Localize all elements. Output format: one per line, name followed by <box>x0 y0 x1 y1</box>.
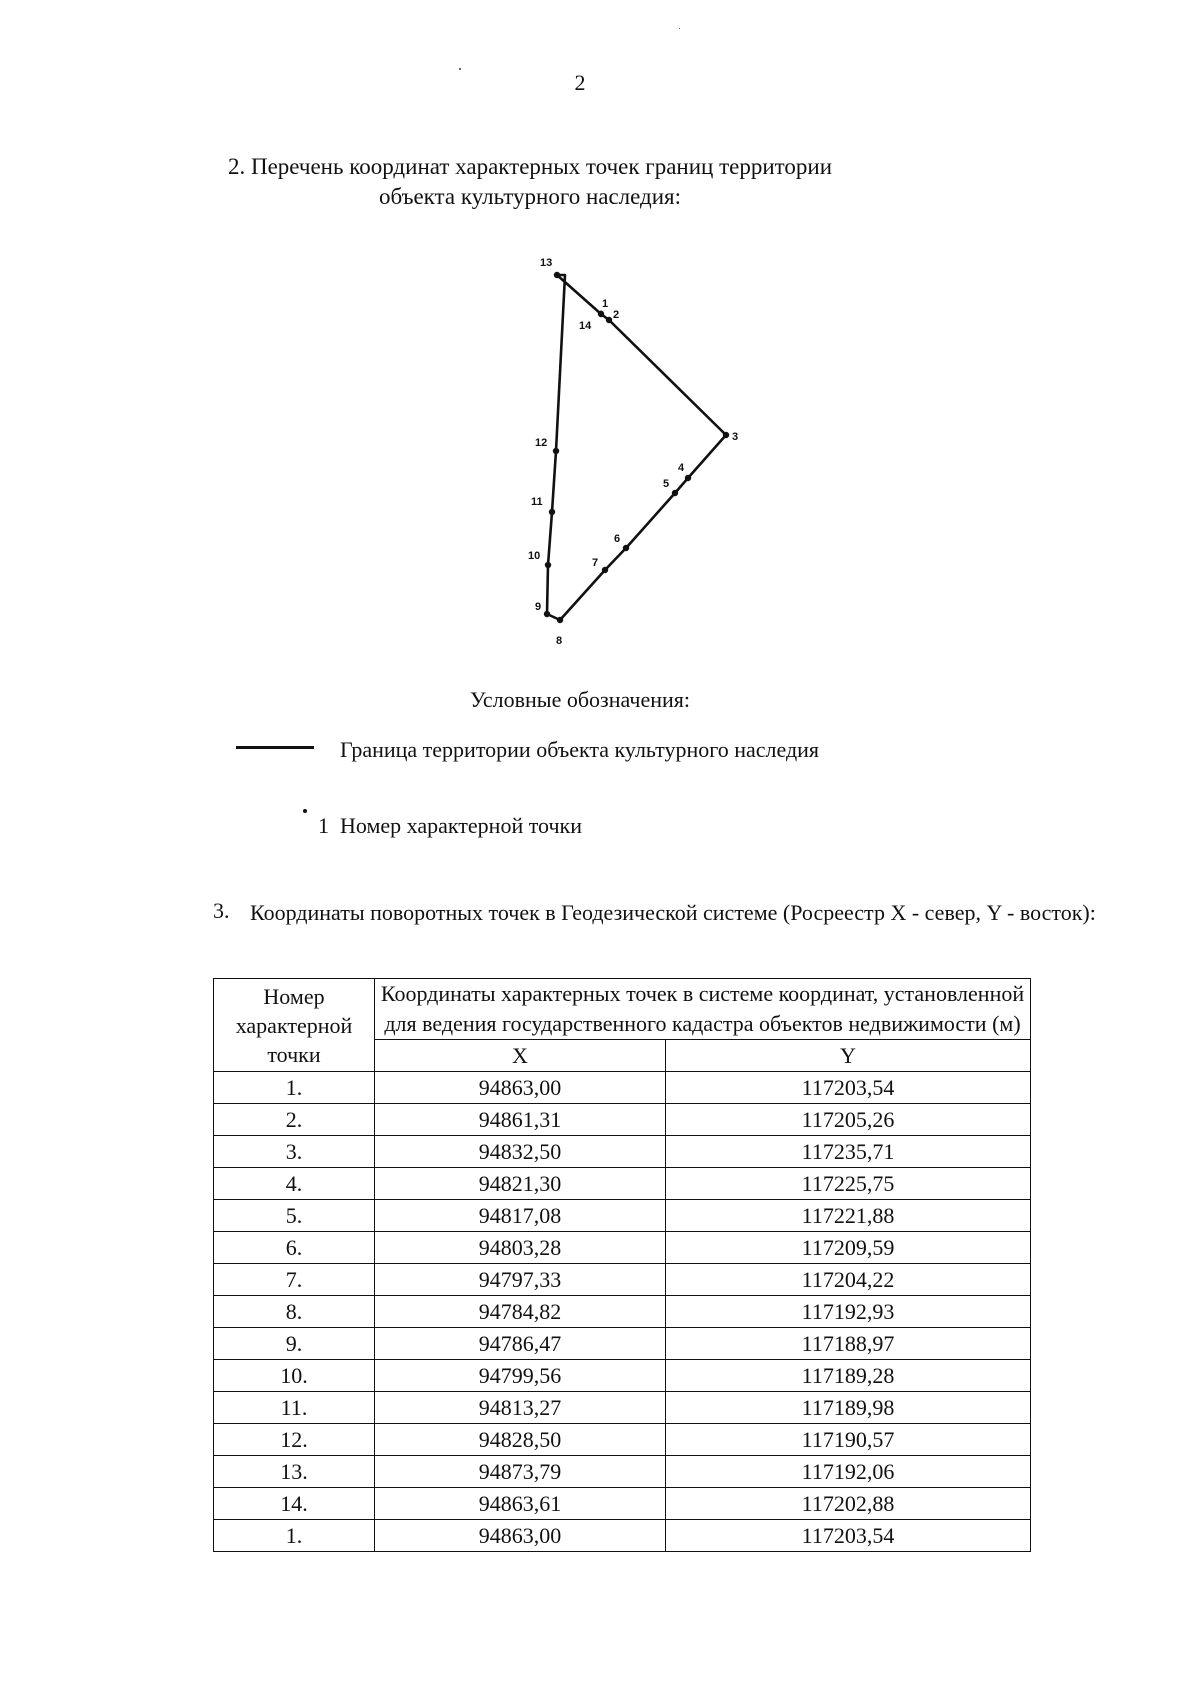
legend-title: Условные обозначения: <box>469 687 691 712</box>
legend-boundary-text: Граница территории объекта культурного наследия <box>340 737 820 762</box>
cell-y: 117192,06 <box>666 1456 1031 1488</box>
point-4-marker <box>685 475 691 481</box>
cell-point-number: 12. <box>214 1424 375 1456</box>
cell-y: 117192,93 <box>666 1296 1031 1328</box>
point-13-label: 13 <box>540 257 553 269</box>
table-row <box>214 1456 1031 1488</box>
point-8-label: 8 <box>556 635 563 647</box>
cell-y: 117203,54 <box>666 1072 1031 1104</box>
table-row <box>214 1264 1031 1296</box>
cell-y: 117189,98 <box>666 1392 1031 1424</box>
section-3-text: Координаты поворотных точек в Геодезической системе (Росреестр X - север, Y - восток): <box>250 900 1096 925</box>
cell-x: 94863,00 <box>375 1520 666 1552</box>
table-row <box>214 1232 1031 1264</box>
point-2-marker <box>606 317 612 323</box>
point-12-marker <box>553 448 559 454</box>
cell-x: 94813,27 <box>375 1392 666 1424</box>
cell-y: 117202,88 <box>666 1488 1031 1520</box>
point-3-marker <box>723 432 729 438</box>
section-3-number: 3. <box>213 898 230 923</box>
header-coordinates: Координаты характерных точек в системе координат, установленной для ведения государственного кадастра объектов недвижимости (м) <box>375 979 1031 1040</box>
cell-point-number: 13. <box>214 1456 375 1488</box>
table-row <box>214 1200 1031 1232</box>
point-9-marker <box>544 611 550 617</box>
point-7-marker <box>602 567 608 573</box>
cell-point-number: 4. <box>214 1168 375 1200</box>
table-row <box>214 1424 1031 1456</box>
point-9-label: 9 <box>535 601 542 613</box>
point-14-label: 14 <box>579 320 592 332</box>
point-14-marker <box>599 311 604 316</box>
cell-x: 94799,56 <box>375 1360 666 1392</box>
point-11-marker <box>549 509 555 515</box>
section-2-title-line-1: 2. Перечень координат характерных точек границ территории <box>227 154 833 179</box>
cell-point-number: 10. <box>214 1360 375 1392</box>
point-5-label: 5 <box>663 478 670 490</box>
table-row <box>214 1360 1031 1392</box>
cell-point-number: 1. <box>214 1520 375 1552</box>
cell-x: 94873,79 <box>375 1456 666 1488</box>
cell-y: 117190,57 <box>666 1424 1031 1456</box>
point-2-label: 2 <box>613 309 620 321</box>
boundary-line-symbol <box>236 746 314 749</box>
cell-point-number: 14. <box>214 1488 375 1520</box>
point-4-label: 4 <box>678 462 685 474</box>
table-row <box>214 1104 1031 1136</box>
point-10-marker <box>545 562 551 568</box>
cell-point-number: 1. <box>214 1072 375 1104</box>
point-8-marker <box>557 617 563 623</box>
point-12-label: 12 <box>535 437 548 449</box>
point-10-label: 10 <box>528 550 541 562</box>
table-row <box>214 1168 1031 1200</box>
cell-y: 117225,75 <box>666 1168 1031 1200</box>
coordinates-table <box>213 978 1031 1552</box>
cell-point-number: 9. <box>214 1328 375 1360</box>
cell-point-number: 6. <box>214 1232 375 1264</box>
cell-x: 94863,61 <box>375 1488 666 1520</box>
cell-point-number: 2. <box>214 1104 375 1136</box>
boundary-points <box>544 272 729 623</box>
table-row <box>214 1296 1031 1328</box>
coordinates-table-body <box>214 1072 1031 1552</box>
point-dot-symbol <box>303 809 307 813</box>
cell-y: 117235,71 <box>666 1136 1031 1168</box>
header-point-number: Номер характерной точки <box>214 979 375 1072</box>
cell-y: 117221,88 <box>666 1200 1031 1232</box>
cell-x: 94784,82 <box>375 1296 666 1328</box>
table-row <box>214 1392 1031 1424</box>
cell-y: 117204,22 <box>666 1264 1031 1296</box>
boundary-polygon <box>547 275 726 620</box>
table-row <box>214 1520 1031 1552</box>
section-2-title-line-2: объекта культурного наследия: <box>378 184 682 209</box>
cell-point-number: 11. <box>214 1392 375 1424</box>
table-row <box>214 1072 1031 1104</box>
cell-y: 117209,59 <box>666 1232 1031 1264</box>
point-7-label: 7 <box>592 557 599 569</box>
header-y: Y <box>666 1040 1031 1072</box>
point-6-label: 6 <box>614 533 621 545</box>
legend-point-text: Номер характерной точки <box>340 813 582 838</box>
cell-y: 117203,54 <box>666 1520 1031 1552</box>
cell-x: 94832,50 <box>375 1136 666 1168</box>
cell-point-number: 5. <box>214 1200 375 1232</box>
point-5-marker <box>672 490 678 496</box>
point-labels <box>528 257 738 647</box>
point-3-label: 3 <box>732 431 739 443</box>
point-11-label: 11 <box>531 496 543 508</box>
page-number: 2 <box>574 70 586 95</box>
table-row <box>214 1136 1031 1168</box>
point-13-marker <box>554 272 560 278</box>
header-x: X <box>375 1040 666 1072</box>
table-row <box>214 1328 1031 1360</box>
cell-x: 94803,28 <box>375 1232 666 1264</box>
cell-y: 117205,26 <box>666 1104 1031 1136</box>
cell-x: 94863,00 <box>375 1072 666 1104</box>
cell-x: 94797,33 <box>375 1264 666 1296</box>
cell-x: 94828,50 <box>375 1424 666 1456</box>
cell-y: 117188,97 <box>666 1328 1031 1360</box>
cell-point-number: 8. <box>214 1296 375 1328</box>
legend-point-number: 1 <box>318 813 329 838</box>
cell-x: 94821,30 <box>375 1168 666 1200</box>
cell-x: 94786,47 <box>375 1328 666 1360</box>
cell-y: 117189,28 <box>666 1360 1031 1392</box>
table-row <box>214 1488 1031 1520</box>
cell-point-number: 7. <box>214 1264 375 1296</box>
cell-x: 94817,08 <box>375 1200 666 1232</box>
boundary-scheme <box>0 0 1200 680</box>
cell-point-number: 3. <box>214 1136 375 1168</box>
cell-x: 94861,31 <box>375 1104 666 1136</box>
point-1-label: 1 <box>602 298 609 310</box>
point-6-marker <box>623 545 629 551</box>
